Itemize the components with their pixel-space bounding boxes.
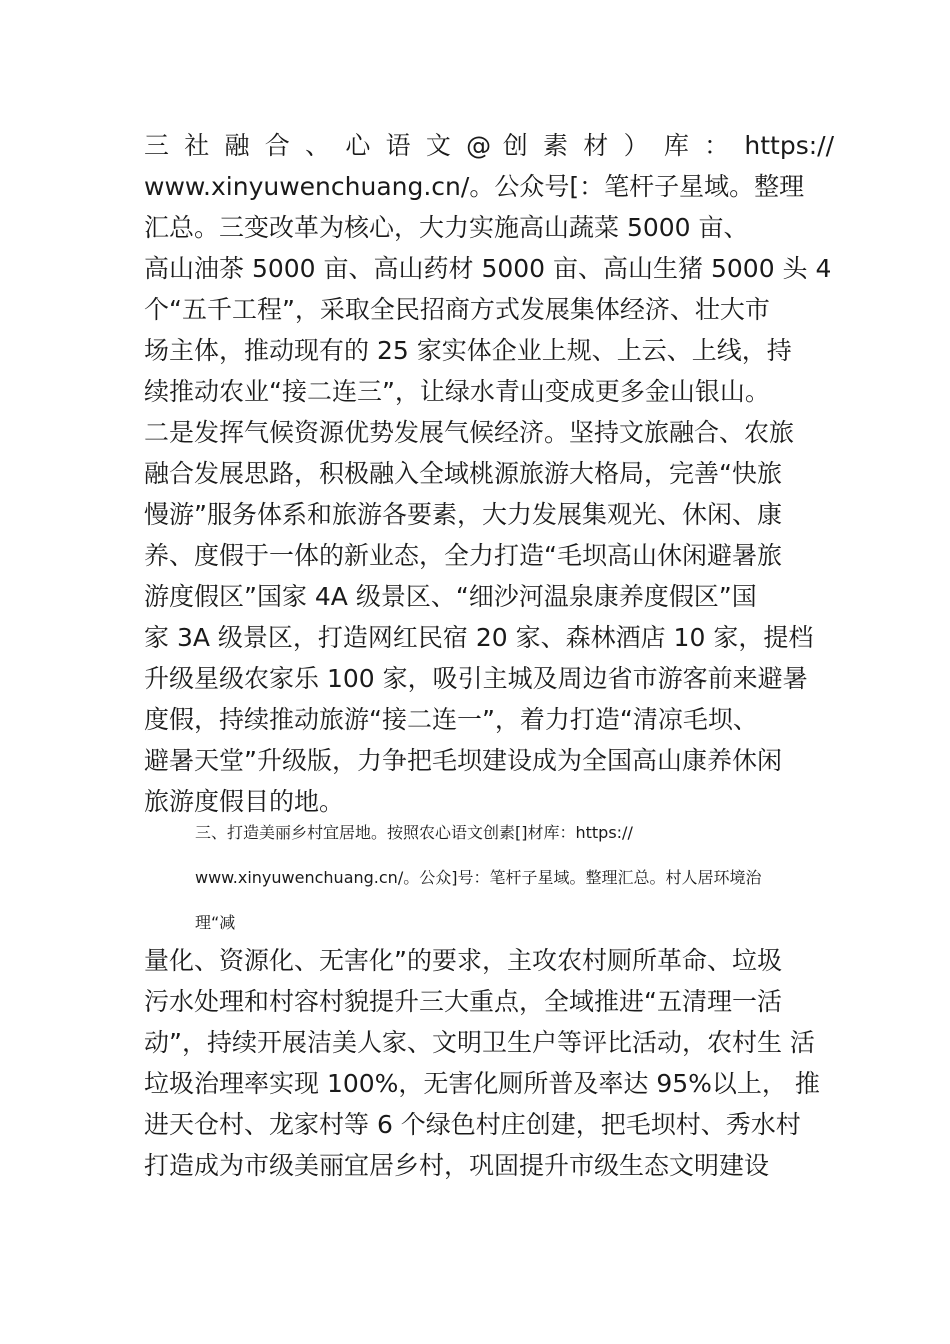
text-line: 场主体，推动现有的 25 家实体企业上规、上云、上线，持	[144, 336, 792, 365]
text-line: 避暑天堂”升级版，力争把毛坝建设成为全国高山康养休闲	[144, 746, 782, 775]
text-line: 家 3A 级景区，打造网红民宿 20 家、森林酒店 10 家，提档	[144, 623, 814, 652]
text-line: 高山油茶 5000 亩、高山药材 5000 亩、高山生猪 5000 头 4	[144, 254, 832, 283]
text-line: 动”，持续开展洁美人家、文明卫生户等评比活动，农村生 活	[144, 1028, 815, 1057]
text-line: 融合发展思路，积极融入全域桃源旅游大格局，完善“快旅	[144, 459, 782, 488]
paragraph-village-environment	[144, 940, 834, 1186]
text-line: 理“减	[195, 913, 236, 932]
text-line: 汇总。三变改革为核心，大力实施高山蔬菜 5000 亩、	[144, 213, 749, 242]
text-line: 打造成为市级美丽宜居乡村，巩固提升市级生态文明建设	[144, 1151, 770, 1180]
paragraph-tourism-economy	[144, 125, 834, 822]
text-line: www.xinyuwenchuang.cn/。公众]号：笔杆子星域。整理汇总。村人居环境治	[195, 868, 762, 887]
text-line: 慢游”服务体系和旅游各要素，大力发展集观光、休闲、康	[144, 500, 782, 529]
text-line: 量化、资源化、无害化”的要求，主攻农村厕所革命、垃圾	[144, 946, 782, 975]
text-line: 污水处理和村容村貌提升三大重点，全域推进“五清理一活	[144, 987, 782, 1016]
text-line: 续推动农业“接二连三”，让绿水青山变成更多金山银山。	[144, 377, 770, 406]
text-line: 三 社 融 合 、 心 语 文 @ 创 素 材 ） 库 ： https://	[144, 131, 834, 160]
text-line: 个“五千工程”，采取全民招商方式发展集体经济、壮大市	[144, 295, 770, 324]
text-line: 垃圾治理率实现 100%，无害化厕所普及率达 95%以上， 推	[144, 1069, 820, 1098]
text-line: 度假，持续推动旅游“接二连一”，着力打造“清凉毛坝、	[144, 705, 758, 734]
text-line: 升级星级农家乐 100 家，吸引主城及周边省市游客前来避暑	[144, 664, 808, 693]
text-line: 旅游度假目的地。	[144, 787, 345, 816]
section-heading-beautiful-village	[195, 810, 835, 945]
text-line: www.xinyuwenchuang.cn/。公众号[：笔杆子星域。整理	[144, 172, 805, 201]
text-line: 三、打造美丽乡村宜居地。按照农心语文创素[]材库：https://	[195, 823, 633, 842]
text-line: 游度假区”国家 4A 级景区、“细沙河温泉康养度假区”国	[144, 582, 757, 611]
text-line: 二是发挥气候资源优势发展气候经济。坚持文旅融合、农旅	[144, 418, 795, 447]
text-line: 养、度假于一体的新业态，全力打造“毛坝高山休闲避暑旅	[144, 541, 782, 570]
text-line: 进天仓村、龙家村等 6 个绿色村庄创建，把毛坝村、秀水村	[144, 1110, 801, 1139]
